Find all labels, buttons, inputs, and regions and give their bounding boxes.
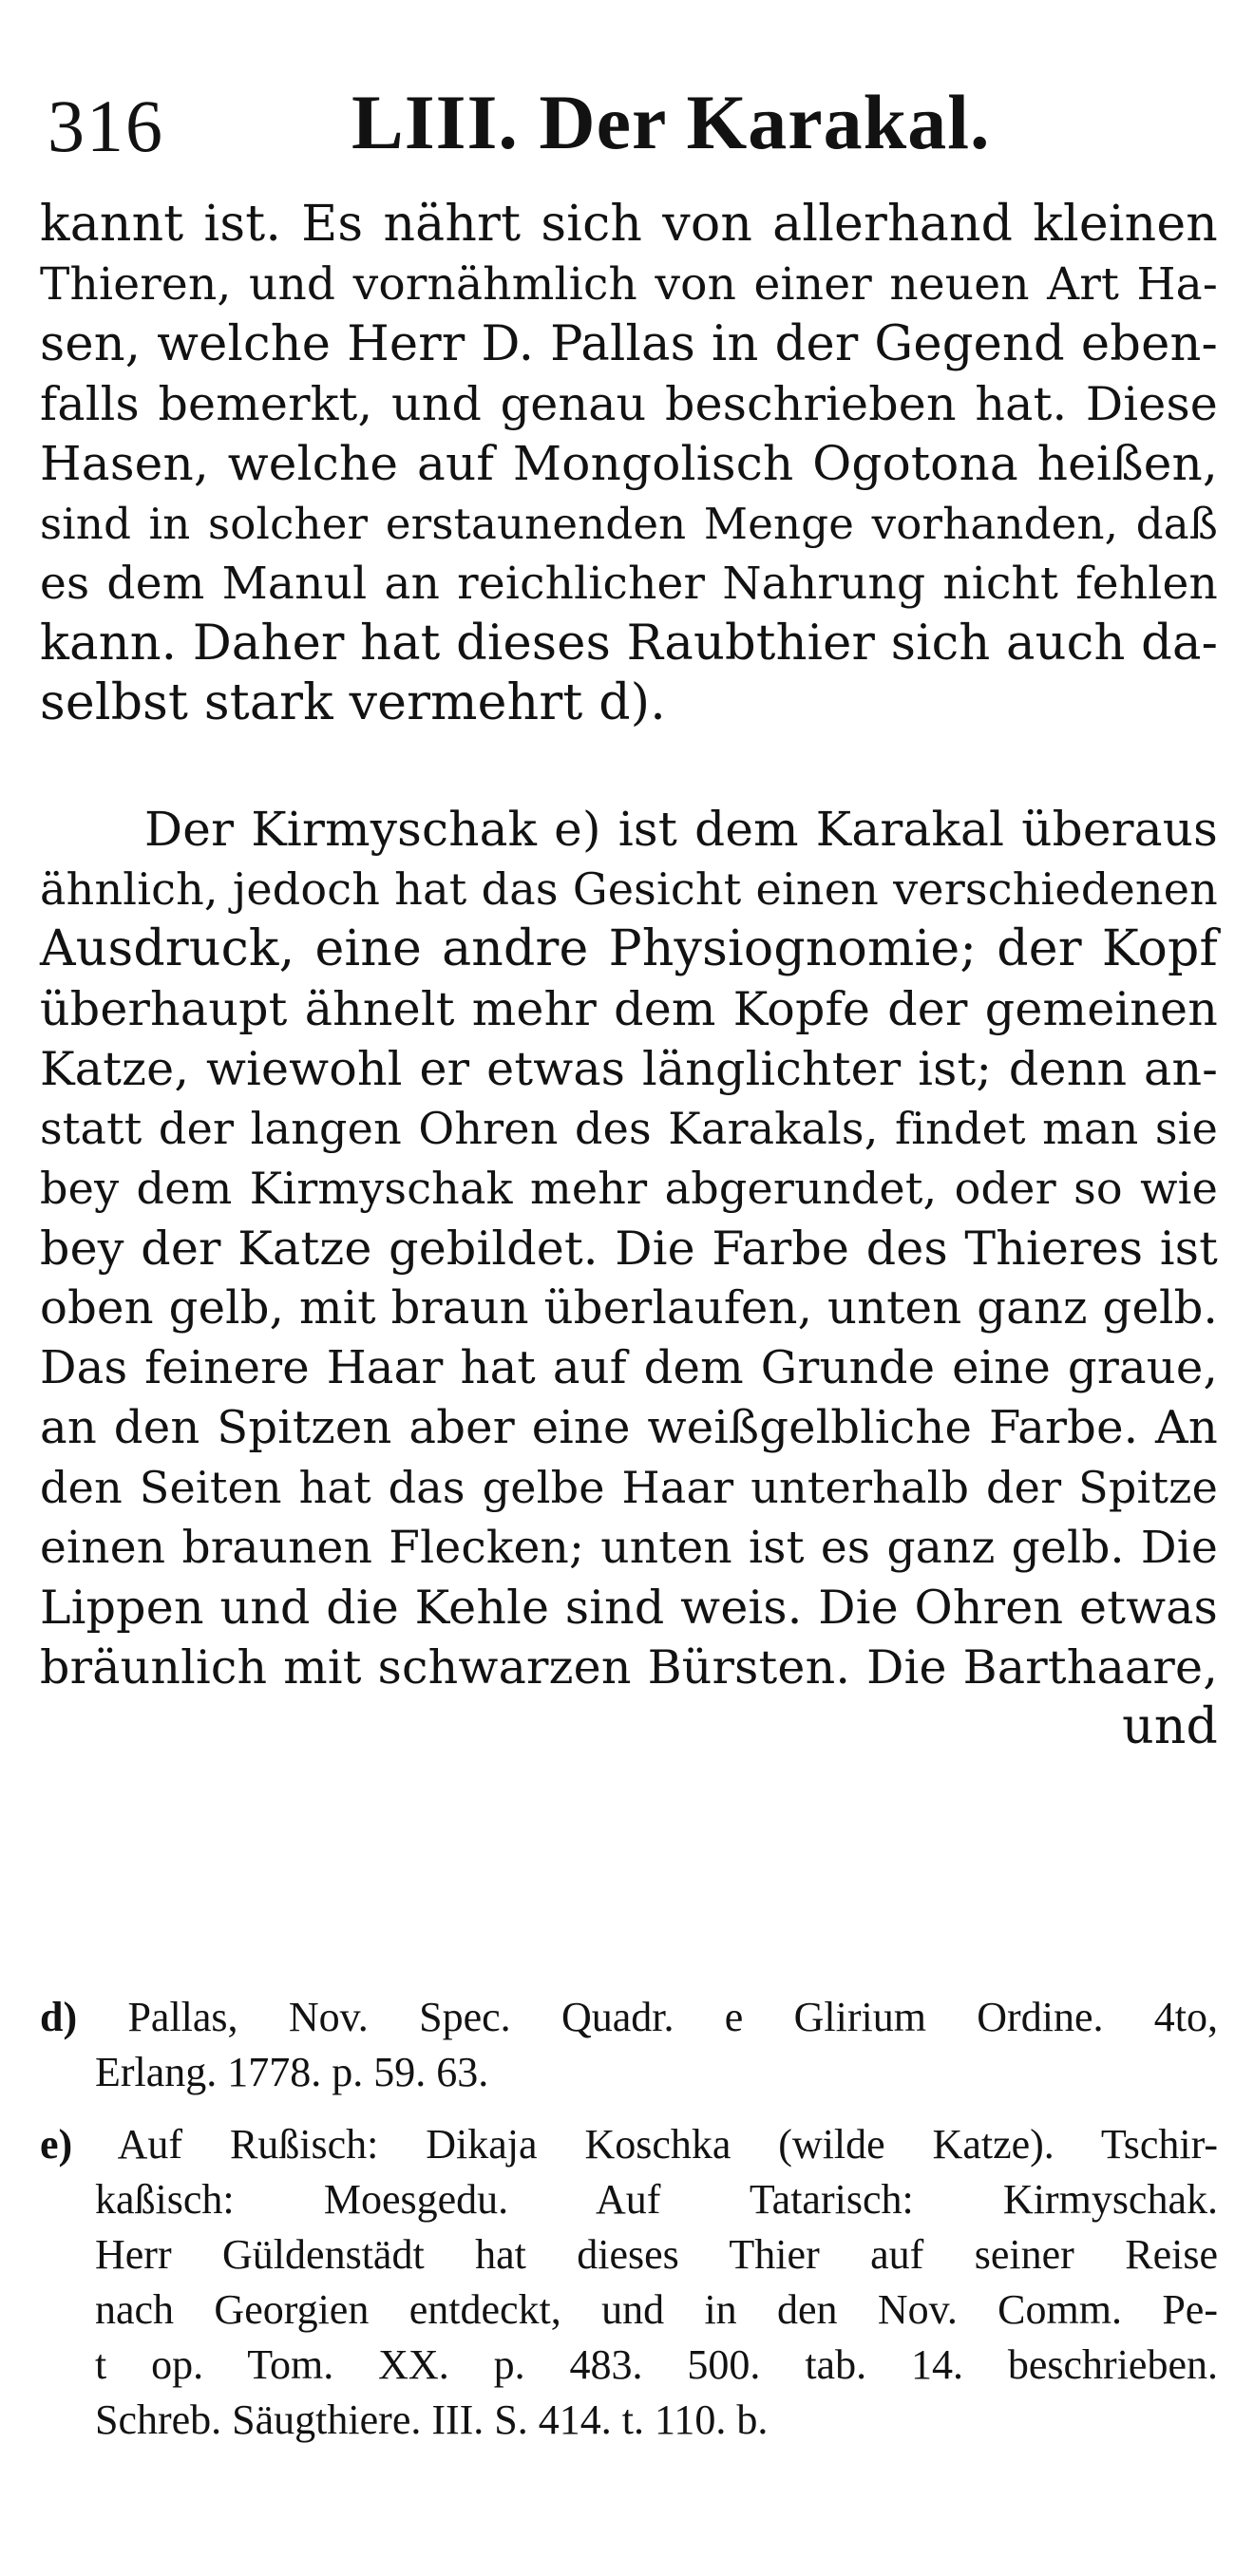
text-line: bräunlich mit schwarzen Bürsten. Die Barthaare, (40, 1640, 1218, 1695)
text-line: kannt ist. Es nährt sich von allerhand kleinen (40, 196, 1218, 253)
text-line: Ausdruck, eine andre Physiognomie; der Kopf (40, 920, 1218, 977)
text-line: oben gelb, mit braun überlaufen, unten ganz gelb. (40, 1281, 1218, 1335)
catchword: und (1122, 1698, 1218, 1755)
chapter-title: LIII. Der Karakal. (352, 79, 991, 165)
paragraph-1 (40, 195, 1218, 733)
body-text (40, 195, 1218, 1757)
text-line: bey der Katze gebildet. Die Farbe des Thieres ist (40, 1222, 1218, 1276)
footnote-line: nach Georgien entdeckt, und in den Nov. Comm. Pe- (95, 2286, 1218, 2333)
text-line: Katze, wiewohl er etwas länglichter ist; denn an- (40, 1042, 1218, 1096)
footnote-text: Pallas, Nov. Spec. Quadr. e Glirium Ordine. 4to, (127, 1994, 1219, 2040)
text-line: bey dem Kirmyschak mehr abgerundet, oder so wie (40, 1163, 1218, 1214)
text-line: den Seiten hat das gelbe Haar unterhalb der Spitze (40, 1462, 1218, 1513)
footnote-mark: e) (40, 2121, 73, 2168)
text-line: überhaupt ähnelt mehr dem Kopfe der gemeinen (40, 982, 1218, 1036)
paragraph-gap (40, 733, 1218, 800)
footnote-line: t op. Tom. XX. p. 483. 500. tab. 14. beschrieben. (95, 2341, 1218, 2388)
footnote-line (40, 2117, 1218, 2172)
text-line: kann. Daher hat dieses Raubthier sich auch da- (40, 616, 1218, 672)
text-line: Thieren, und vornähmlich von einer neuen Art Ha- (40, 258, 1218, 311)
text-line: Hasen, welche auf Mongolisch Ogotona heißen, (40, 436, 1218, 491)
footnote-e (40, 2117, 1218, 2448)
text-line: sind in solcher erstaunenden Menge vorhanden, daß (40, 499, 1218, 549)
text-line: einen braunen Flecken; unten ist es ganz gelb. Die (40, 1522, 1218, 1574)
text-line: statt der langen Ohren des Karakals, findet man sie (40, 1103, 1218, 1154)
footnote-line: Schreb. Säugthiere. III. S. 414. t. 110. b. (95, 2396, 769, 2443)
text-line: selbst stark vermehrt d). (40, 674, 666, 731)
page-number: 316 (48, 85, 164, 167)
text-line: sen, welche Herr D. Pallas in der Gegend eben- (40, 316, 1218, 372)
footnote-text: Auf Rußisch: Dikaja Koschka (wilde Katze). Tschir- (117, 2121, 1218, 2168)
text-line: Das feinere Haar hat auf dem Grunde eine graue, (40, 1341, 1218, 1394)
footnote-line (40, 1990, 1218, 2045)
footnote-line: Erlang. 1778. p. 59. 63. (95, 2049, 489, 2095)
footnotes (40, 1990, 1218, 2465)
text-line: es dem Manul an reichlicher Nahrung nicht fehlen (40, 558, 1218, 610)
text-line: Lippen und die Kehle sind weis. Die Ohren etwas (40, 1581, 1218, 1635)
footnote-mark: d) (40, 1994, 78, 2040)
text-line: ähnlich, jedoch hat das Gesicht einen verschiedenen (40, 863, 1218, 915)
running-header (48, 57, 1216, 180)
text-line: Der Kirmyschak e) ist dem Karakal überaus (144, 802, 1218, 857)
text-line: falls bemerkt, und genau beschrieben hat. Diese (40, 377, 1218, 431)
footnote-line: Herr Güldenstädt hat dieses Thier auf seiner Reise (95, 2231, 1218, 2278)
footnote-line: kaßisch: Moesgedu. Auf Tatarisch: Kirmyschak. (95, 2176, 1218, 2223)
text-line: an den Spitzen aber eine weißgelbliche Farbe. An (40, 1401, 1218, 1454)
paragraph-2 (40, 800, 1218, 1757)
footnote-d (40, 1990, 1218, 2100)
